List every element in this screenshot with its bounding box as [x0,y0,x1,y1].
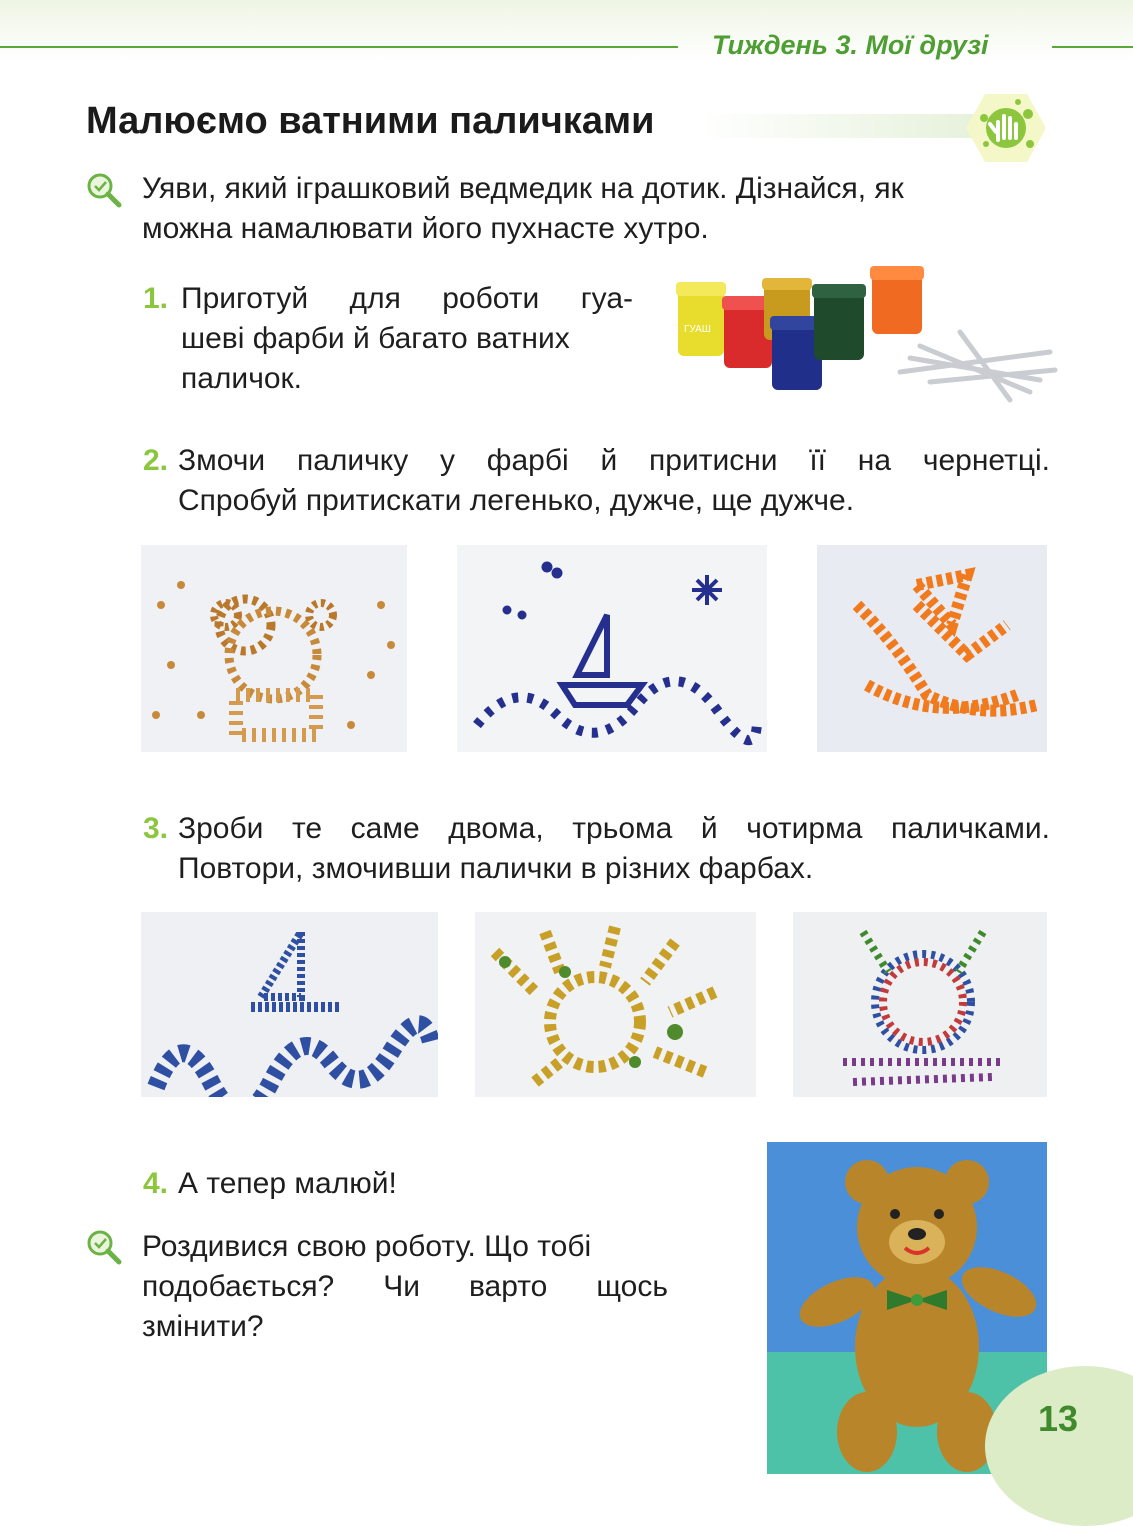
boat-multi-dots-photo [141,912,438,1097]
step-2-line-2: Спробуй притискати легенько, дужче, ще дужче. [178,484,855,517]
magnifier-icon [86,1229,122,1265]
step-1-line-1: Приготуй для роботи гуа- [181,282,633,315]
step-3-line-2: Повтори, змочивши палички в різних фарбах. [178,852,814,885]
step-1-line-3: паличок. [181,362,302,395]
step-3-line-1: Зроби те саме двома, трьома й чотирма паличками. [178,812,1050,845]
title-underline-bar [700,114,1000,138]
hand-splash-icon [964,92,1048,164]
step-4-line-1: А тепер малюй! [178,1167,397,1200]
boat-dots-photo [457,545,767,752]
step-1-number: 1. [143,282,169,315]
week-title: Тиждень 3. Мої друзі [712,30,989,60]
fox-dots-photo [817,545,1047,752]
page-title: Малюємо ватними паличками [86,100,655,142]
step-2-line-1: Змочи паличку у фарбі й притисни її на чернетці. [178,444,1050,477]
header-line-right [1052,46,1133,48]
intro-line-2: можна намалювати його пухнасте хутро. [142,212,709,245]
intro-line-1: Уяви, який іграшковий ведмедик на дотик. Дізнайся, як [142,172,904,205]
reflection-line-2: подобається? Чи варто щось [142,1270,668,1303]
step-4-number: 4. [143,1167,169,1200]
reflection-line-3: змінити? [142,1310,264,1343]
step-3-number: 3. [143,812,169,845]
header-line-left [0,46,678,48]
paint-jar-label: ГУАШ [684,324,711,335]
bear-dots-photo [141,545,407,752]
page-number: 13 [1038,1398,1079,1439]
cat-multi-dots-photo [793,912,1047,1097]
sun-multi-dots-photo [475,912,756,1097]
step-1-line-2: шеві фарби й багато ватних [181,322,570,355]
step-2-number: 2. [143,444,169,477]
reflection-line-1: Роздивися свою роботу. Що тобі [142,1230,592,1263]
magnifier-icon [86,172,122,208]
paints-and-swabs-photo [670,262,1060,407]
